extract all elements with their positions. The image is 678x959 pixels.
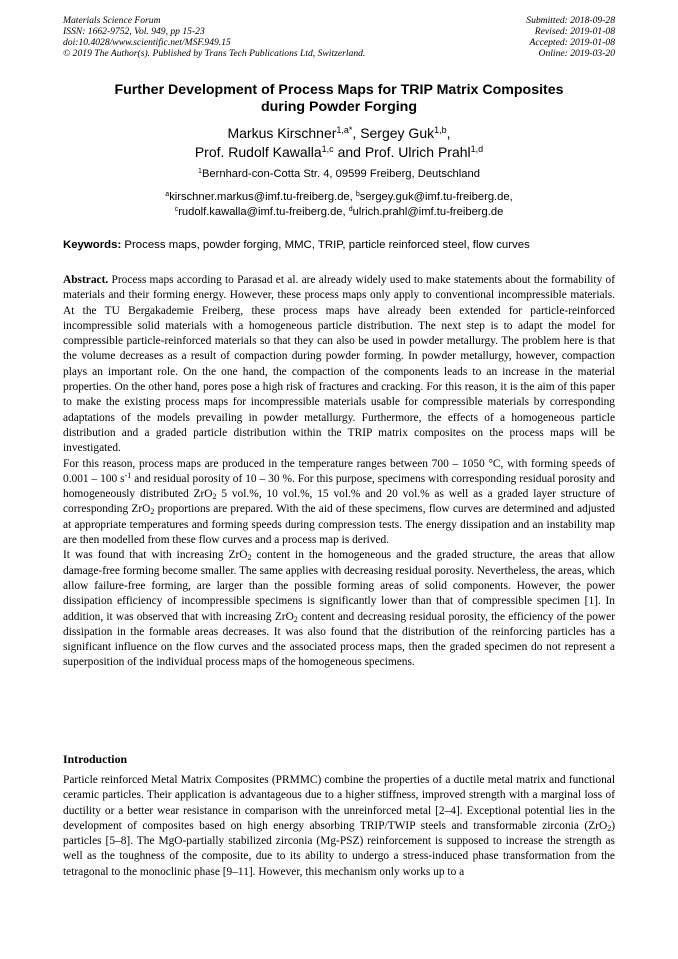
author-line-2 xyxy=(40,143,638,162)
keywords-label: Keywords: xyxy=(63,239,122,251)
author-name: Sergey Guk xyxy=(360,125,435,141)
email-mark: b xyxy=(355,191,360,198)
email-mark: d xyxy=(348,205,353,213)
section-heading-introduction: Introduction xyxy=(63,752,128,766)
email-line-1 xyxy=(40,190,638,205)
abstract-text: For this reason, process maps are produced in the temperature ranges between 700 – 1050 °C, with forming speeds of 0.001 – 100 s xyxy=(63,457,615,485)
abstract-text: and residual porosity of 10 – 30 %. For this purpose, specimens with corresponding residual porosity and homogeneously distributed ZrO xyxy=(63,472,615,501)
subscript: 2 xyxy=(212,492,217,502)
author-separator: , xyxy=(352,125,361,141)
paper-title xyxy=(63,82,615,116)
abstract-label: Abstract. xyxy=(63,274,109,286)
abstract-text: 5 vol.%, 10 vol.%, 15 vol.% and 20 vol.% as well as a graded layer structure of corresponding ZrO xyxy=(63,488,615,516)
author-name: Prof. Rudolf Kawalla xyxy=(194,144,322,160)
online-date: Online: 2019-03-20 xyxy=(538,48,615,59)
introduction-body xyxy=(63,773,615,880)
journal-name: Materials Science Forum xyxy=(63,15,161,26)
journal-info xyxy=(63,15,365,59)
abstract-paragraph xyxy=(63,457,615,549)
title-line-2: during Powder Forging xyxy=(260,99,418,115)
abstract-text: content and decreasing residual porosity, the efficiency of the power dissipation in the formable areas decreases. It was also found that the distribution of the reinforcing particles has a significant influence on the flow curves and the associated process maps, then the graded specimen do not represent a superposition of the individual process maps of the homogeneous specimens. xyxy=(63,610,615,669)
author-affil-mark: 1,b xyxy=(434,125,447,135)
superscript: -1 xyxy=(124,470,132,480)
affiliation-text: Bernhard-con-Cotta Str. 4, 09599 Freiberg, Deutschland xyxy=(201,168,480,180)
affiliation-mark: 1 xyxy=(198,168,202,175)
keywords-text: Process maps, powder forging, MMC, TRIP, particle reinforced steel, flow curves xyxy=(121,239,530,251)
email-mark: c xyxy=(174,205,179,213)
author-affil-mark: 1,c xyxy=(321,144,334,154)
abstract-text: proportions are prepared. With the aid of these specimens, flow curves are determined and adjusted at appropriate temperatures and forming speeds during compression tests. The energy dissipation and an instability map are then modelled from these flow curves and a process map is derived. xyxy=(63,503,615,547)
introduction-paragraph xyxy=(63,773,615,880)
author-separator: , xyxy=(446,125,451,141)
doi: doi:10.4028/www.scientific.net/MSF.949.15 xyxy=(63,37,231,48)
abstract-paragraph xyxy=(63,273,615,457)
issn: ISSN: 1662-9752, Vol. 949, pp 15-23 xyxy=(63,26,205,37)
abstract-paragraph xyxy=(63,548,615,670)
submitted-date: Submitted: 2018-09-28 xyxy=(526,15,615,26)
abstract-text: content in the homogeneous and the graded structure, the areas that allow damage-free forming become smaller. The same applies with decreasing residual porosity. Nevertheless, the areas, which allow failure-free forming, are larger than the possible forming areas of solid components. However, the power dissipation efficiency of incompressible specimens is significantly lower than that of compressible specimen [1]. In addition, it was observed that with increasing ZrO xyxy=(63,549,615,623)
email-link[interactable]: sergey.guk@imf.tu-freiberg.de, xyxy=(359,191,513,203)
subscript: 2 xyxy=(607,823,612,833)
email-link[interactable]: kirschner.markus@imf.tu-freiberg.de, xyxy=(169,191,356,203)
author-line-1 xyxy=(40,124,638,143)
abstract-text: It was found that with increasing ZrO xyxy=(63,549,248,562)
affiliation xyxy=(40,167,638,181)
abstract xyxy=(63,273,615,671)
title-line-1: Further Development of Process Maps for TRIP Matrix Composites xyxy=(114,82,564,98)
subscript: 2 xyxy=(293,614,298,624)
body-text: ) particles [5–8]. The MgO-partially stabilized zirconia (Mg-PSZ) reinforcement is supposed to increase the strength as well as the toughness of the composite, due to its ability to undergo a stress-induced phase transformation from the tetragonal to the monoclinic phase [9–11]. However, this mechanism only works up to a xyxy=(63,819,615,878)
copyright: © 2019 The Author(s). Published by Trans Tech Publications Ltd, Switzerland. xyxy=(63,48,366,59)
publication-dates xyxy=(526,15,615,59)
accepted-date: Accepted: 2019-01-08 xyxy=(529,37,615,48)
email-link[interactable]: rudolf.kawalla@imf.tu-freiberg.de, xyxy=(178,205,349,218)
author-emails xyxy=(40,190,638,219)
author-list xyxy=(40,124,638,162)
revised-date: Revised: 2019-01-08 xyxy=(534,26,615,37)
author-affil-mark: 1,a* xyxy=(336,125,353,135)
keywords xyxy=(63,238,618,252)
author-and: and xyxy=(333,144,365,160)
subscript: 2 xyxy=(247,553,252,563)
subscript: 2 xyxy=(150,507,155,517)
author-name: Prof. Ulrich Prahl xyxy=(364,144,471,160)
author-name: Markus Kirschner xyxy=(227,125,337,141)
body-text: Particle reinforced Metal Matrix Composites (PRMMC) combine the properties of a ductile metal matrix and functional ceramic particles. Their application is advantageous due to a higher stiffness, improved strength with a marginal loss of ductility or a better wear resistance in comparison with the unreinforced metal [2–4]. Exceptional potential lies in the development of composites based on high energy absorbing TRIP/TWIP steels and transformable zirconia (ZrO xyxy=(63,774,615,832)
email-line-2 xyxy=(40,205,638,220)
abstract-text: Process maps according to Parasad et al. are already widely used to make statements about the formability of materials and their forming energy. However, these process maps only apply to conventional incompressible materials. At the TU Bergakademie Freiberg, these process maps have already been extended for particle-reinforced incompressible solid materials with a homogeneous particle distribution. The next step is to adapt the model for compressible particle-reinforced materials so that they can also be used in powder metallurgy. The problem here is that the volume decreases as a result of compaction during powder forming. In powder metallurgy, however, compaction plays an important role. On the one hand, the compaction of the components leads to an increase in the material properties. On the other hand, pores pose a high risk of fractures and cracking. For this reason, it is the aim of this paper to make the existing process maps for incompressible materials usable for compressible materials by corresponding adaptations of the models prevailing in powder metallurgy. Furthermore, the effects of a homogeneous particle distribution and a graded particle distribution within the TRIP matrix composites on the process maps will be investigated. xyxy=(63,274,615,455)
email-link[interactable]: ulrich.prahl@imf.tu-freiberg.de xyxy=(352,205,504,218)
author-affil-mark: 1,d xyxy=(470,144,484,154)
email-mark: a xyxy=(165,191,170,198)
